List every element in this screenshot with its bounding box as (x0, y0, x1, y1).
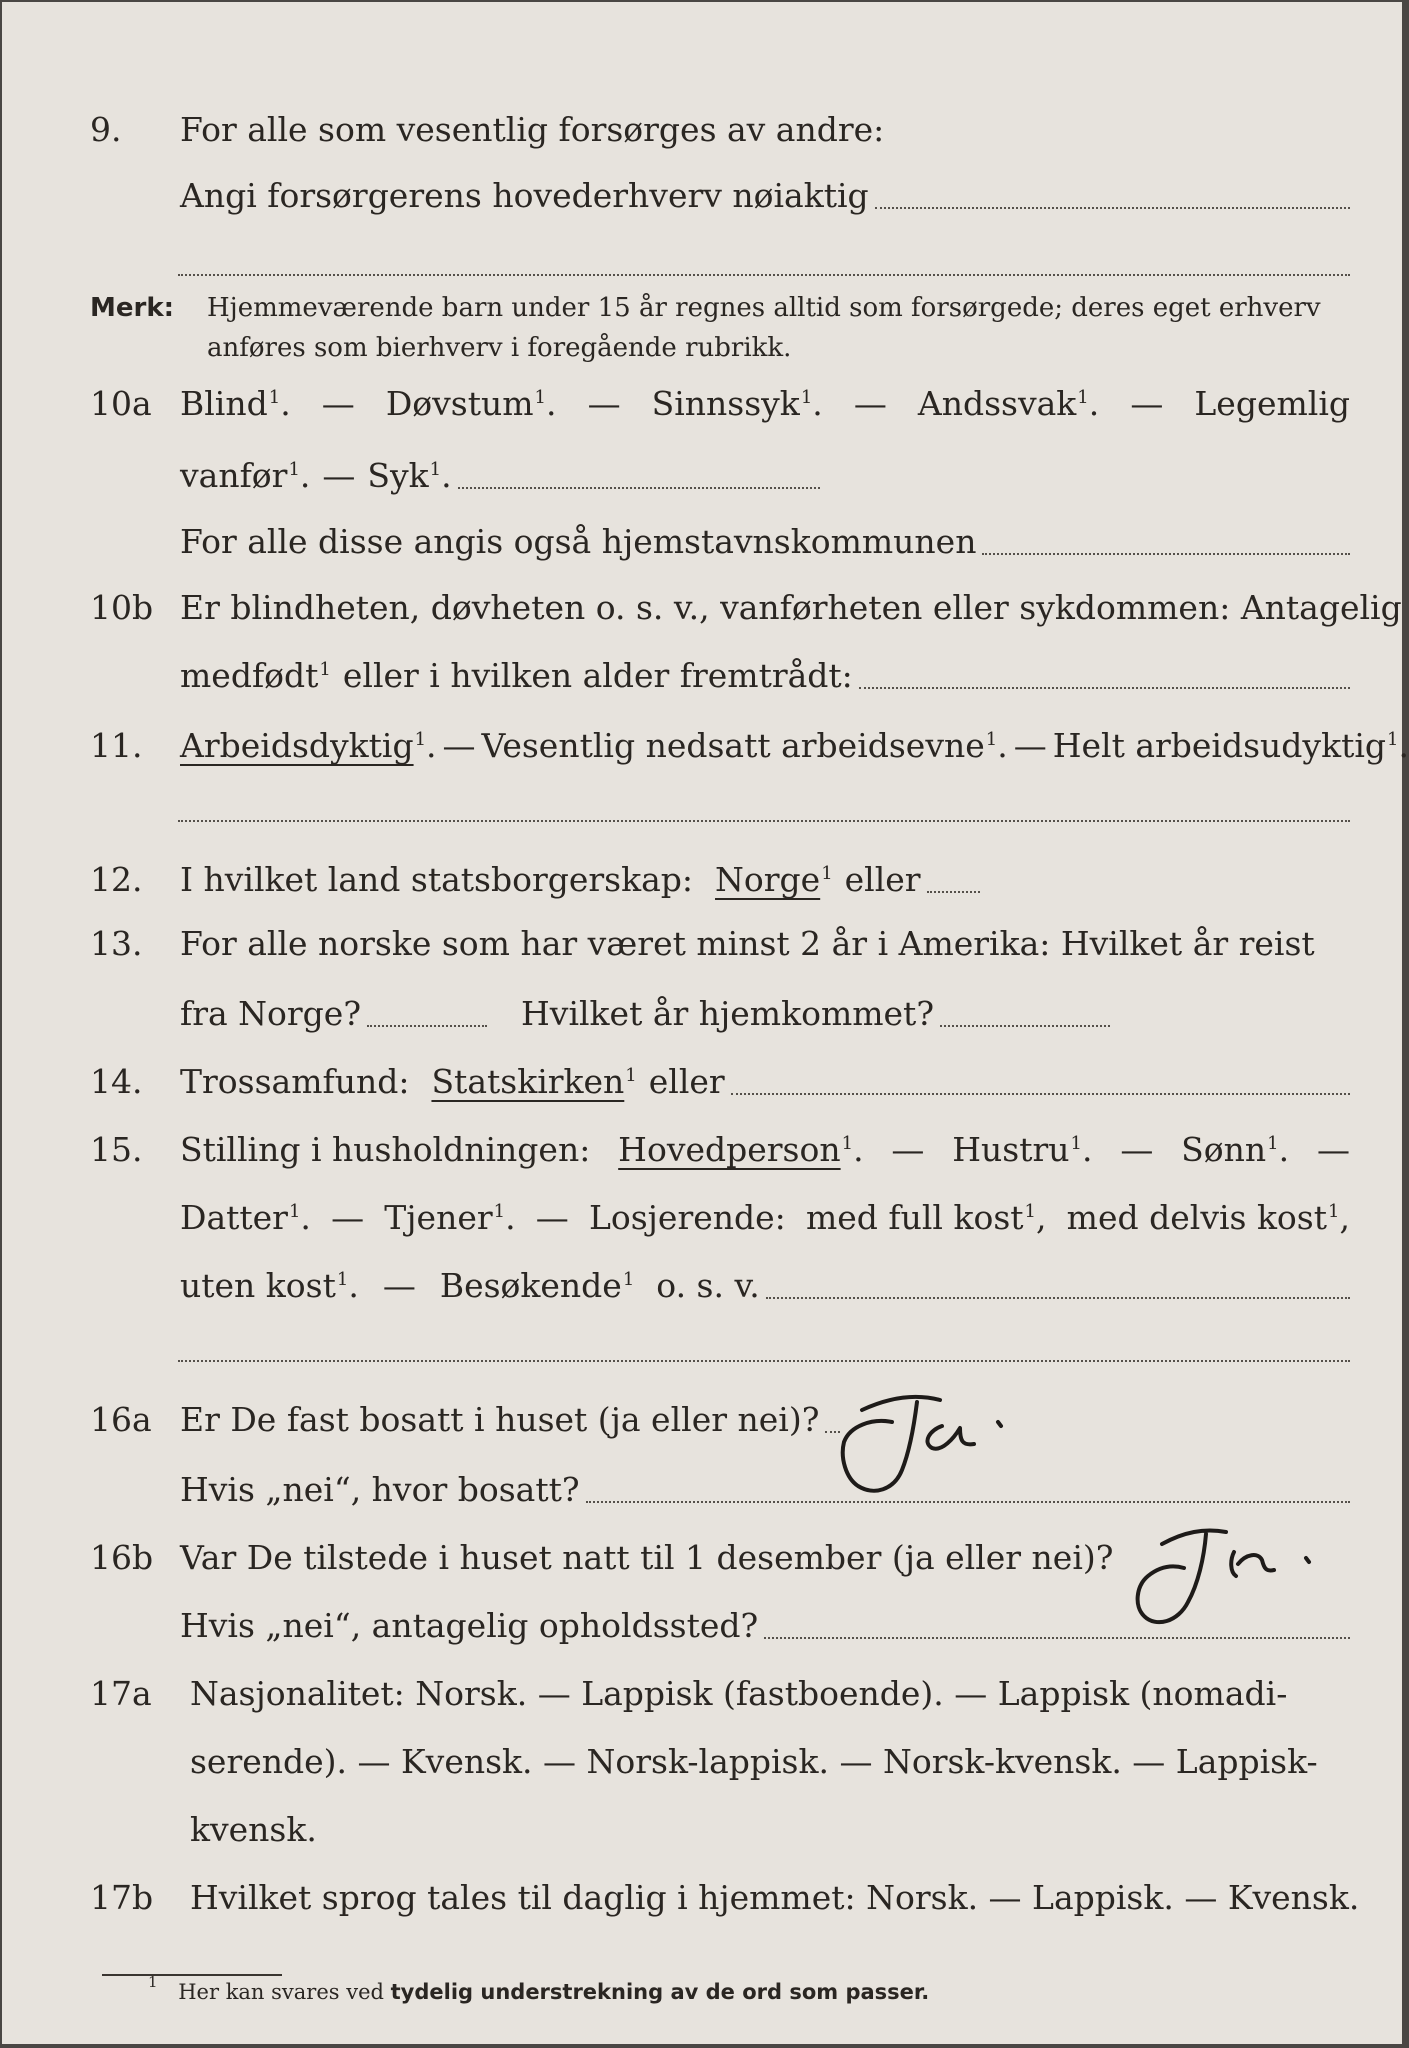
q10b-answer-line[interactable] (859, 687, 1350, 689)
q10a-number: 10a (90, 384, 152, 423)
q11-answer-line[interactable] (178, 820, 1350, 822)
option-vesentlig-nedsatt[interactable]: Vesentlig nedsatt arbeidsevne (481, 726, 985, 765)
q17a-number: 17a (90, 1674, 152, 1713)
option-helt-arbeidsudyktig[interactable]: Helt arbeidsudyktig (1052, 726, 1387, 765)
q10a-hjemstavn-answer-line[interactable] (982, 553, 1350, 555)
q16a-handwritten-answer (822, 1386, 1042, 1510)
q9-extra-answer-line[interactable] (178, 274, 1350, 276)
q14-number: 14. (90, 1062, 143, 1101)
option-arbeidsdyktig[interactable]: Arbeidsdyktig (180, 726, 414, 765)
option-hovedperson[interactable]: Hovedperson (618, 1130, 841, 1169)
option-sonn[interactable]: Sønn (1181, 1130, 1267, 1169)
q15-extra-answer-line[interactable] (178, 1360, 1350, 1362)
option-sinnssyk[interactable]: Sinnssyk (651, 384, 800, 423)
footnote-rule (102, 1974, 282, 1976)
q17b-number: 17b (90, 1878, 154, 1917)
footnote: $^1$ Her kan svares ved tydelig understrekning av de ord som passer. (148, 1973, 930, 2004)
q13-reist-answer-line[interactable] (367, 1025, 487, 1027)
option-tjener[interactable]: Tjener (384, 1198, 493, 1237)
option-uten-kost[interactable]: uten kost (180, 1266, 336, 1305)
q12-answer-line[interactable] (927, 891, 980, 893)
option-delvis-kost[interactable]: med delvis kost (1066, 1198, 1327, 1237)
q15-answer-line[interactable] (766, 1297, 1350, 1299)
option-statskirken[interactable]: Statskirken (431, 1062, 625, 1101)
option-datter[interactable]: Datter (180, 1198, 288, 1237)
q10a-hjemstavn-prompt: For alle disse angis også hjemstavnskommunen (180, 522, 977, 561)
q10a-syk-answer-line[interactable] (458, 487, 820, 489)
q11-number: 11. (90, 726, 143, 765)
q12-number: 12. (90, 860, 143, 899)
q13-number: 13. (90, 924, 143, 963)
merk-label: Merk: (90, 293, 175, 323)
q9-number: 9. (90, 110, 122, 149)
q9-prompt: Angi forsørgerens hovederhverv nøiaktig (180, 176, 869, 215)
option-losjerende[interactable]: Losjerende: (588, 1198, 786, 1237)
option-norge[interactable]: Norge (715, 860, 821, 899)
option-besokende[interactable]: Besøkende (439, 1266, 622, 1305)
option-medfodt[interactable]: medfødt (180, 656, 319, 695)
census-form-page: 9. For alle som vesentlig forsørges av andre: Angi forsørgerens hovederhverv nøiaktig Merk: Hjemmeværende barn under 15 år regnes alltid som forsørgede; deres eget erhverv anføres som bierhverv i foregående rubrikk. 10a Blind$^1$. — Døvstum$^1$. — Sinnssyk$^1$. — Andssvak$^1$. — Legemlig vanfør$^1$. — Syk$^1$. For alle disse angis også hjemstavnskommunen 10b Er blindheten, døvheten o. s. v., vanførheten eller sykdommen: Antagelig medfødt$^1$ eller i hvilken alder fremtrådt: 11. Arbeidsdyktig$^1$. — Vesentlig nedsatt arbeidsevne$^1$. — Helt arbeidsudyktig$^1$. 12. I hvilket land statsborgerskap: Norge$^1$ eller 13. For alle norske som har været minst 2 år i Amerika: Hvilket år reist fra Norge? Hvilket år hjemkommet? 14. Trossamfund: Statskirken$^1$ eller 15. Stilling i husholdningen: Hovedperson$^1$. — Hustru$^1$. — Sønn$^1$. — Datter$^1$. — Tjener$^1$. — Losjerende: med full kost$^1$, med delvis kost$^1$, uten kost$^1$. — Besøkende$^1$ o. s. v. 16a Er De fast bosatt i huset (ja eller nei)? Hvis „nei“, hvor bosatt? 16b Var De tilstede i huset natt til 1 desember (ja eller nei)? Hvis „nei“, antagelig opholdssted? 17a Nasjonalitet: Norsk. — Lappisk (fastboende). — Lappisk (nomadi- serende). — Kvensk. — Norsk-lappisk. — Norsk-kvensk. — Lappisk- kvensk. 17b Hvilket sprog tales til daglig i hjemmet: Norsk. — Lappisk. — Kvensk. $^1$ Her kan svares ved tydelig understrekning av de ord som passer. (2, 2, 1402, 2044)
q9-answer-line[interactable] (875, 207, 1350, 209)
q16b-number: 16b (90, 1538, 154, 1577)
q9-text: For alle som vesentlig forsørges av andre: (180, 110, 885, 149)
q13-hjemkommet-answer-line[interactable] (940, 1025, 1110, 1027)
option-andssvak[interactable]: Andssvak (917, 384, 1077, 423)
option-syk[interactable]: Syk (367, 456, 429, 495)
option-blind[interactable]: Blind (180, 384, 268, 423)
q10b-number: 10b (90, 588, 154, 627)
q16a-number: 16a (90, 1400, 152, 1439)
option-vanfor[interactable]: vanfør (180, 456, 288, 495)
q16b-handwritten-answer (1122, 1514, 1342, 1640)
option-legemlig[interactable]: Legemlig (1194, 384, 1350, 423)
option-hustru[interactable]: Hustru (952, 1130, 1070, 1169)
q14-answer-line[interactable] (731, 1093, 1350, 1095)
option-dovstum[interactable]: Døvstum (385, 384, 534, 423)
option-full-kost[interactable]: med full kost (805, 1198, 1024, 1237)
q15-number: 15. (90, 1130, 143, 1169)
